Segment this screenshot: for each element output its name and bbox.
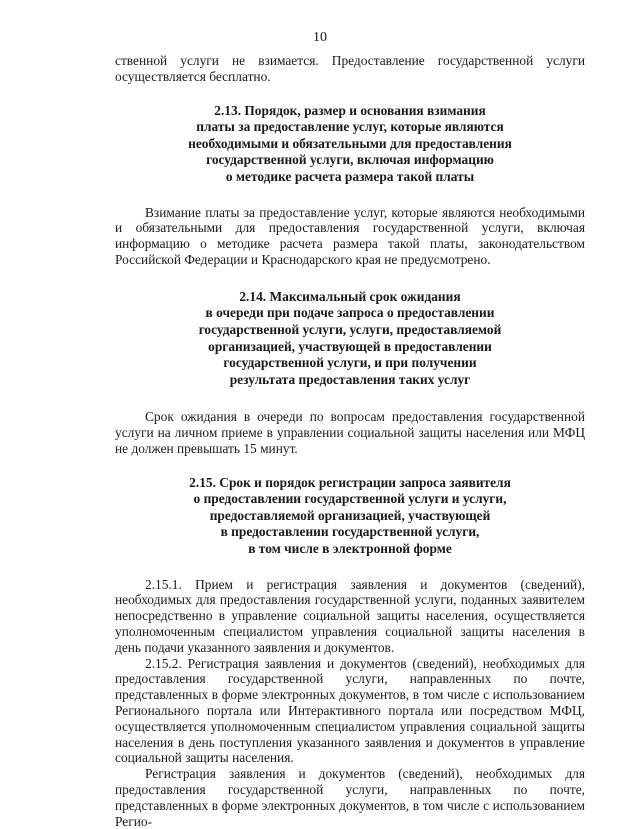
section-heading-2-13: 2.13. Порядок, размер и основания взимания платы за предоставление услуг, которые являются необходимыми и обязательными для предоставления государственной услуги, включая информацию о методике расчета размера такой платы [188,102,512,184]
section-heading-2-14: 2.14. Максимальный срок ожидания в очереди при подаче запроса о предоставлении государственной услуги, услуги, предоставляемой организацией, участвующей в предоставлении государственной услуги, и при получении результата предоставления таких услуг [198,288,502,387]
intro-paragraph: ственной услуги не взимается. Предоставление государственной услуги осуществляется бесплатно. [115,53,585,84]
section-2-15-2-paragraph: 2.15.2. Регистрация заявления и документов (сведений), необходимых для предоставления государственной услуги, направленных по почте, представленных в форме электронных документов, в том числе с использованием Регионального портала или Интерактивного портала или посредством МФЦ, осуществляется уполномоченным специалистом управления социальной защиты населения в день поступления указанного заявления и документов в управление социальной защиты населения. [115,655,585,766]
document-body [115,53,585,829]
section-2-15-1-paragraph: 2.15.1. Прием и регистрация заявления и документов (сведений), необходимых для предоставления государственной услуги, поданных заявителем непосредственно в управление социальной защиты населения, осуществляется уполномоченным специалистом управления социальной защиты населения в день подачи указанного заявления и документов. [115,576,585,655]
section-2-15-2-continuation-paragraph: Регистрация заявления и документов (сведений), необходимых для предоставления государственной услуги, направленных по почте, представленных в форме электронных документов, в том числе с использованием Регио- [115,766,585,829]
page-number: 10 [313,30,327,45]
section-2-14-paragraph: Срок ожидания в очереди по вопросам предоставления государственной услуги на личном приеме в управлении социальной защиты населения или МФЦ не должен превышать 15 минут. [115,409,585,456]
section-heading-2-15: 2.15. Срок и порядок регистрации запроса заявителя о предоставлении государственной услуги и услуги, предоставляемой организацией, участвующей в предоставлении государственной услуги, в том числе в электронной форме [189,474,511,557]
section-2-13-paragraph: Взимание платы за предоставление услуг, которые являются необходимыми и обязательными для предоставления государственной услуги, включая информацию о методике расчета размера такой платы, законодательством Российской Федерации и Краснодарского края не предусмотрено. [115,204,585,267]
